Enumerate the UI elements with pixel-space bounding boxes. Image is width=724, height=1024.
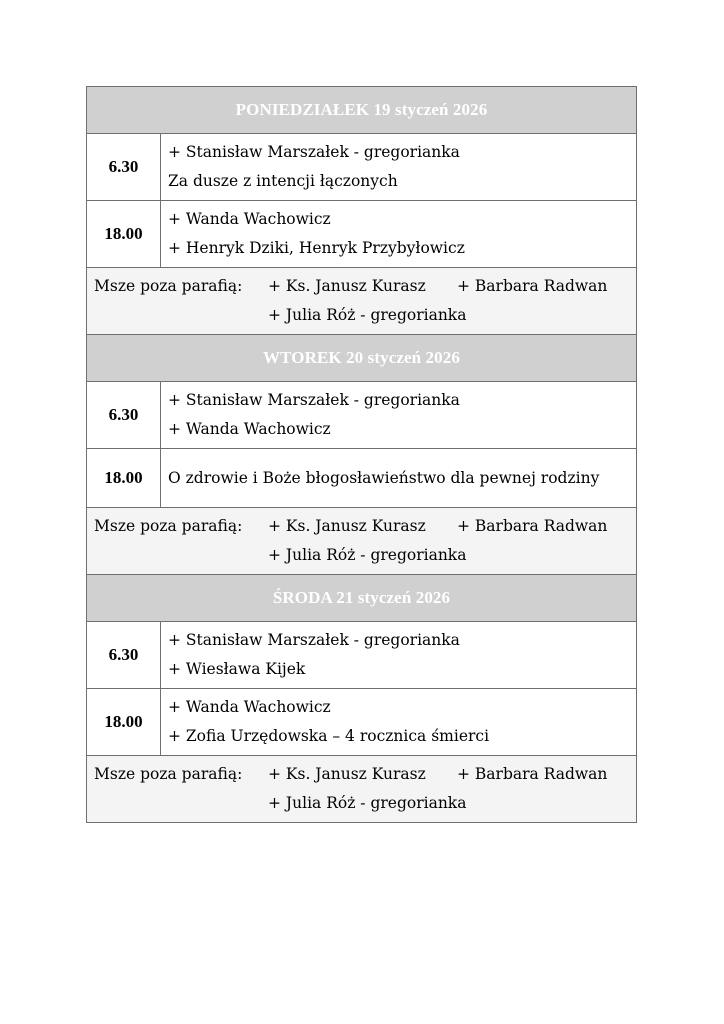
intention-text: + Wiesława Kijek — [168, 660, 306, 678]
intention-text: + Wanda Wachowicz — [168, 420, 331, 438]
outside-parish-label: Msze poza parafią: — [94, 765, 243, 783]
outside-parish-cell — [87, 268, 637, 335]
mass-row — [87, 622, 637, 689]
mass-intentions — [161, 382, 637, 449]
mass-time: 6.30 — [87, 382, 161, 449]
mass-intentions — [161, 134, 637, 201]
mass-time: 18.00 — [87, 449, 161, 508]
mass-row — [87, 201, 637, 268]
intention-text: + Stanisław Marszałek - gregorianka — [168, 631, 460, 649]
intention-text: O zdrowie i Boże błogosławieństwo dla pewnej rodziny — [168, 469, 600, 487]
mass-time: 18.00 — [87, 689, 161, 756]
intention-text: + Stanisław Marszałek - gregorianka — [168, 143, 460, 161]
mass-intentions — [161, 449, 637, 508]
outside-intention: + Barbara Radwan — [457, 765, 608, 783]
mass-intentions — [161, 622, 637, 689]
intention-text: + Wanda Wachowicz — [168, 698, 331, 716]
intention-text: + Zofia Urzędowska – 4 rocznica śmierci — [168, 727, 490, 745]
outside-intention: + Ks. Janusz Kurasz — [268, 517, 426, 535]
mass-row — [87, 689, 637, 756]
day-header-row — [87, 87, 637, 134]
outside-intention: + Julia Róż - gregorianka — [268, 794, 467, 812]
mass-time: 6.30 — [87, 134, 161, 201]
mass-row — [87, 382, 637, 449]
day-header-row — [87, 575, 637, 622]
outside-parish-cell — [87, 508, 637, 575]
outside-intention: + Julia Róż - gregorianka — [268, 306, 467, 324]
outside-parish-label: Msze poza parafią: — [94, 277, 243, 295]
outside-intention: + Barbara Radwan — [457, 277, 608, 295]
outside-intention: + Ks. Janusz Kurasz — [268, 765, 426, 783]
mass-schedule-table — [86, 86, 637, 823]
intention-text: + Wanda Wachowicz — [168, 210, 331, 228]
outside-parish-label: Msze poza parafią: — [94, 517, 243, 535]
mass-intentions — [161, 201, 637, 268]
intention-text: + Stanisław Marszałek - gregorianka — [168, 391, 460, 409]
outside-parish-row — [87, 268, 637, 335]
day-header: PONIEDZIAŁEK 19 styczeń 2026 — [87, 87, 637, 134]
day-header: ŚRODA 21 styczeń 2026 — [87, 575, 637, 622]
intention-text: Za dusze z intencji łączonych — [168, 172, 398, 190]
mass-intentions — [161, 689, 637, 756]
mass-time: 6.30 — [87, 622, 161, 689]
day-header-row — [87, 335, 637, 382]
outside-parish-row — [87, 756, 637, 823]
outside-intention: + Julia Róż - gregorianka — [268, 546, 467, 564]
mass-time: 18.00 — [87, 201, 161, 268]
outside-intention: + Ks. Janusz Kurasz — [268, 277, 426, 295]
outside-parish-cell — [87, 756, 637, 823]
mass-row — [87, 449, 637, 508]
mass-row — [87, 134, 637, 201]
outside-parish-row — [87, 508, 637, 575]
outside-intention: + Barbara Radwan — [457, 517, 608, 535]
day-header: WTOREK 20 styczeń 2026 — [87, 335, 637, 382]
intention-text: + Henryk Dziki, Henryk Przybyłowicz — [168, 239, 465, 257]
